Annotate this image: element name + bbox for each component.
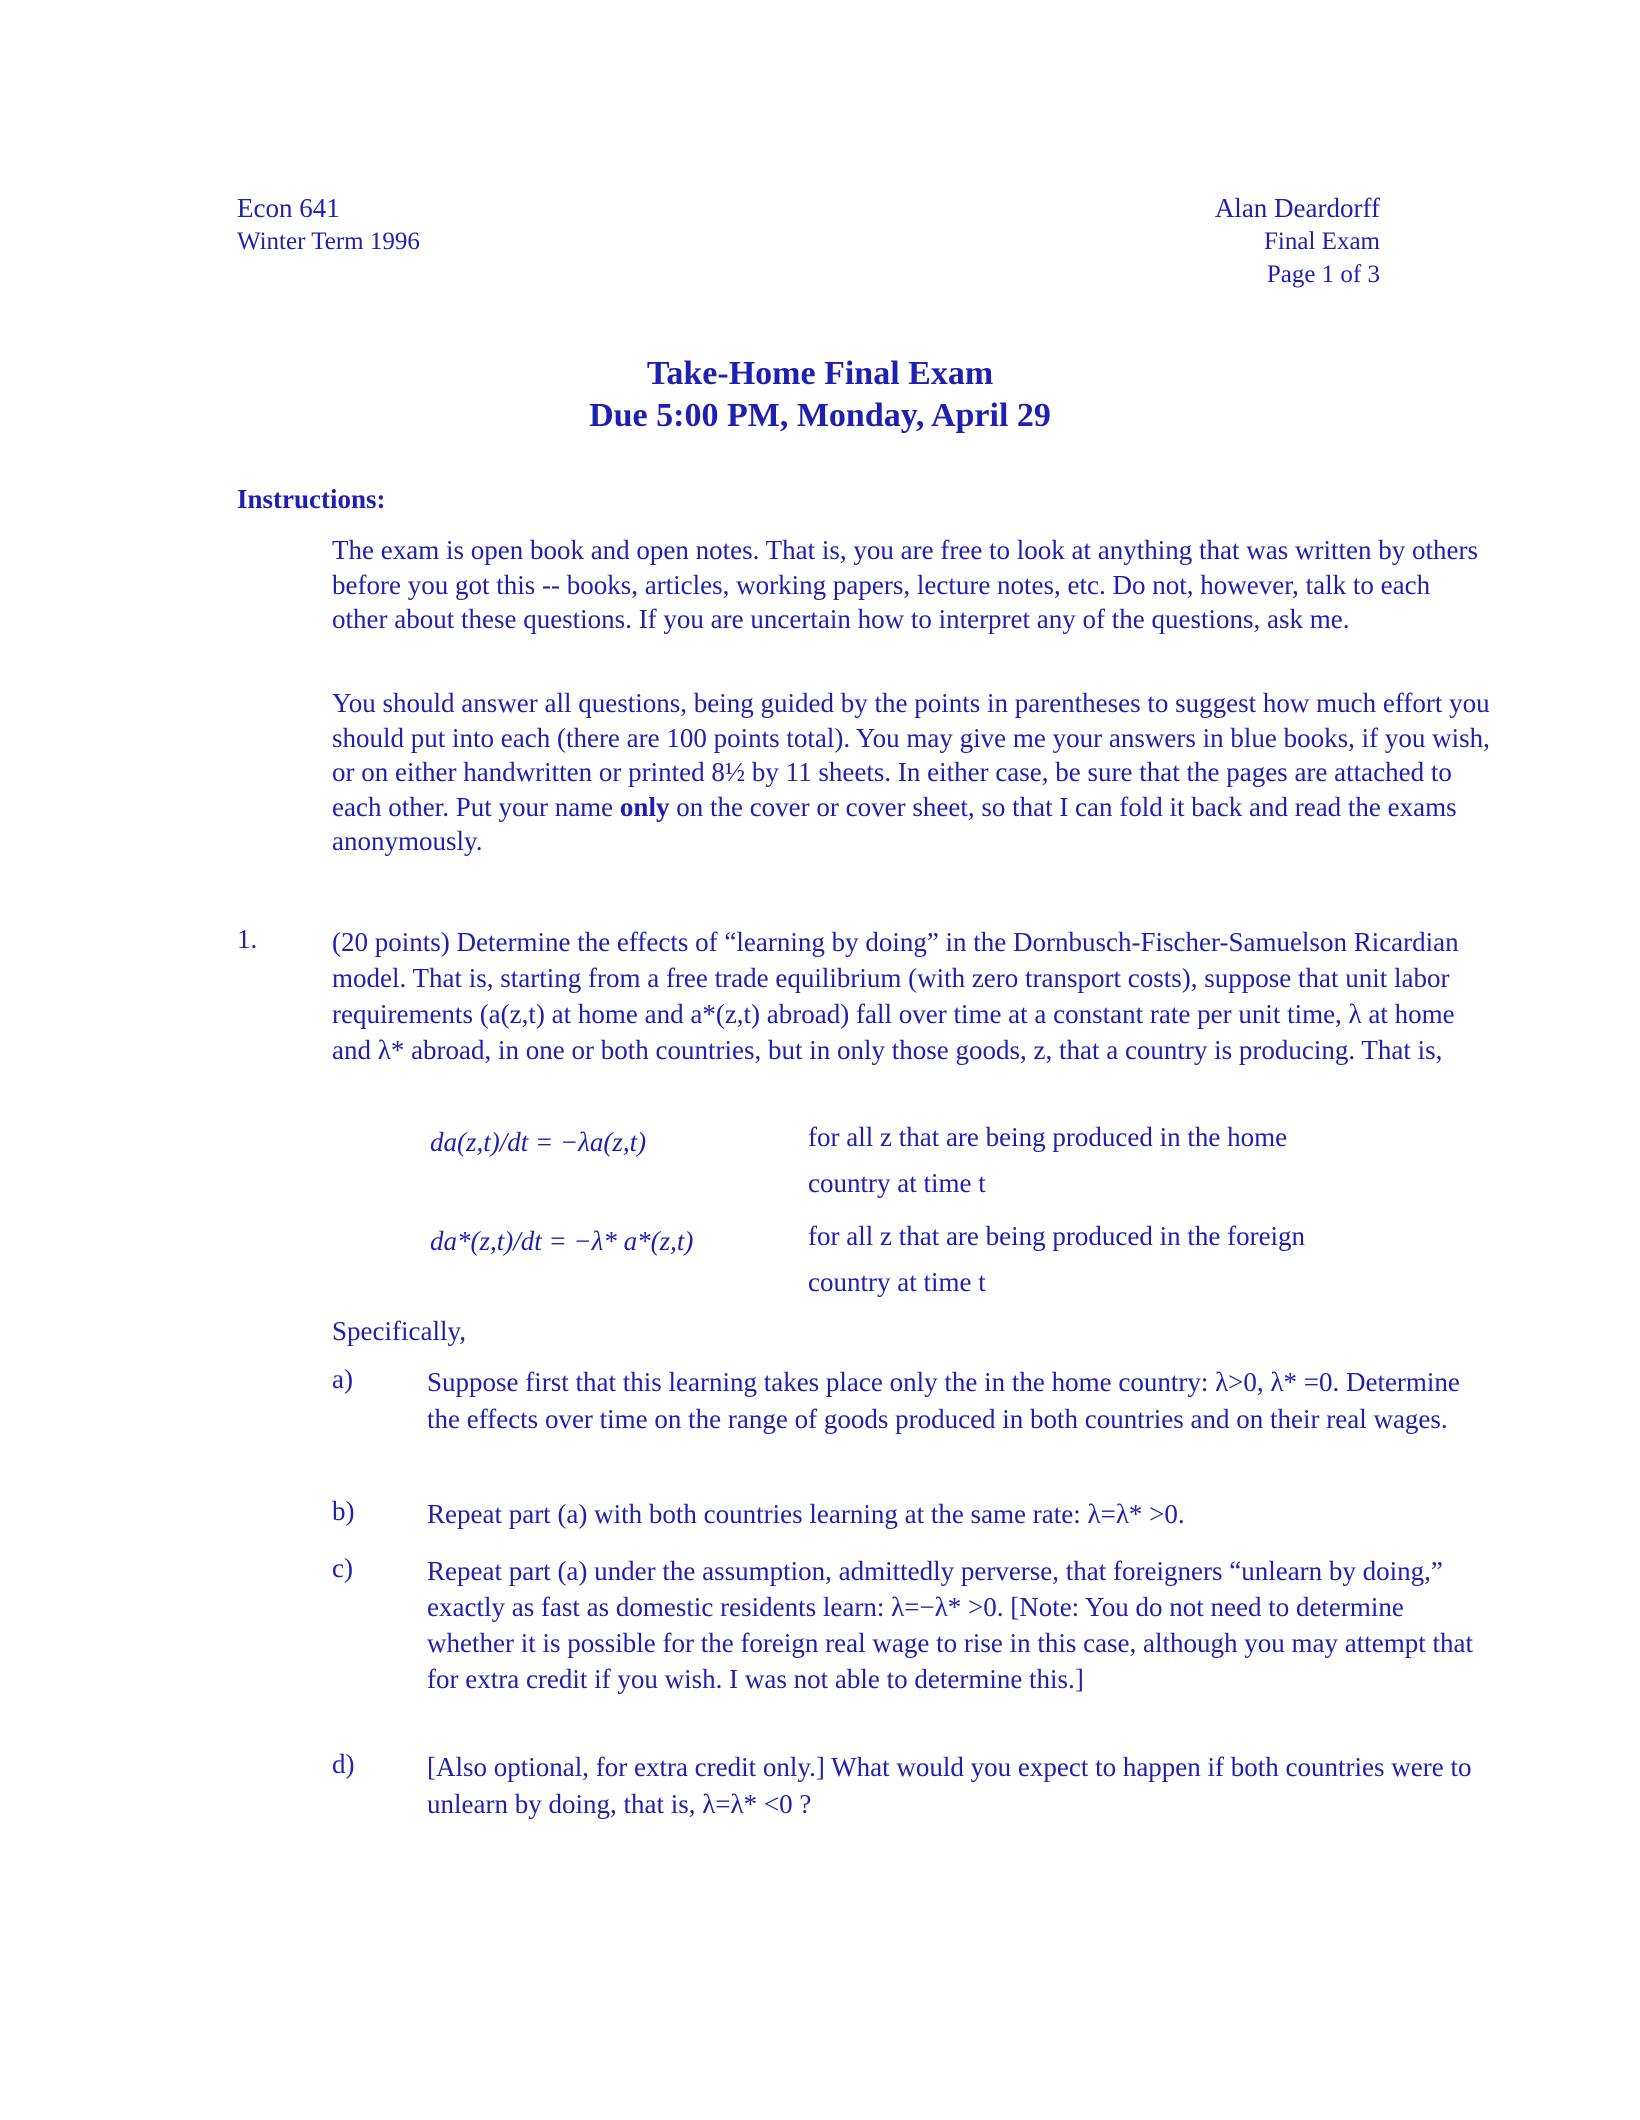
question-1-text: (20 points) Determine the effects of “learning by doing” in the Dornbusch-Fischer-Samuelson Ricardian model. That is, starting from a free trade equilibrium (with zero transport costs), suppose that unit labor requirements (a(z,t) at home and a*(z,t) abroad) fall over time at a constant rate per unit time, λ at home and λ* abroad, in one or both countries, but in only those goods, z, that a country is producing. That is,: [332, 927, 1459, 1065]
exam-title: Take-Home Final Exam: [646, 355, 994, 392]
author-name: Alan Deardorff: [1214, 193, 1380, 223]
para2-text-start: You should answer all questions, being guided by the points in parentheses to suggest how much effort you should put into each (there are 100 points total). You may give me your answers in blue books, if you wish, or on either handwritten or printed 8½ by 11 sheets. In either case, be sure that the pages are attached to each other. Put your name: [332, 688, 1490, 822]
part-d-label: d): [332, 1749, 355, 1779]
part-a-label: a): [332, 1364, 353, 1394]
part-c-label: c): [332, 1553, 353, 1583]
part-a-text: Suppose first that this learning takes place only the in the home country: λ>0, λ* =0. Determine the effects over time on the range of goods produced in both countries and on their real wages.: [427, 1367, 1460, 1434]
course-name: Econ 641: [237, 193, 340, 223]
equation-foreign: da*(z,t)/dt = −λ* a*(z,t): [430, 1226, 694, 1256]
instructions-paragraph-1: The exam is open book and open notes. That is, you are free to look at anything that was written by others before you got this -- books, articles, working papers, lecture notes, etc. Do not, however, talk to each other about these questions. If you are uncertain how to interpret any of the questions, ask me.: [332, 535, 1478, 634]
specifically-label: Specifically,: [332, 1316, 466, 1346]
instructions-heading: Instructions:: [237, 484, 386, 514]
equation-home: da(z,t)/dt = −λa(z,t): [430, 1127, 647, 1157]
part-d-text: [Also optional, for extra credit only.] What would you expect to happen if both countries were to unlearn by doing, that is, λ=λ* <0 ?: [427, 1752, 1472, 1819]
term: Winter Term 1996: [237, 228, 420, 255]
exam-type: Final Exam: [1264, 228, 1380, 255]
question-number: 1.: [237, 924, 258, 954]
equation-home-description: for all z that are being produced in the home country at time t: [808, 1122, 1288, 1198]
part-b-text: Repeat part (a) with both countries learning at the same rate: λ=λ* >0.: [427, 1499, 1185, 1529]
emphasis-only: only: [619, 791, 670, 822]
due-date: Due 5:00 PM, Monday, April 29: [589, 397, 1051, 434]
part-b-label: b): [332, 1496, 355, 1526]
equation-foreign-description: for all z that are being produced in the foreign country at time t: [808, 1221, 1306, 1297]
para2-text-end: on the cover or cover sheet, so that I can fold it back and read the exams anonymously.: [332, 791, 1457, 856]
part-c-text: Repeat part (a) under the assumption, admittedly perverse, that foreigners “unlearn by doing,” exactly as fast as domestic residents learn: λ=−λ* >0. [Note: You do not need to determine whether it is possible for the foreign real wage to rise in this case, although you may attempt that for extra credit if you wish. I was not able to determine this.]: [427, 1556, 1473, 1694]
instructions-paragraph-2: [332, 686, 1492, 859]
page-number: Page 1 of 3: [1266, 261, 1380, 288]
